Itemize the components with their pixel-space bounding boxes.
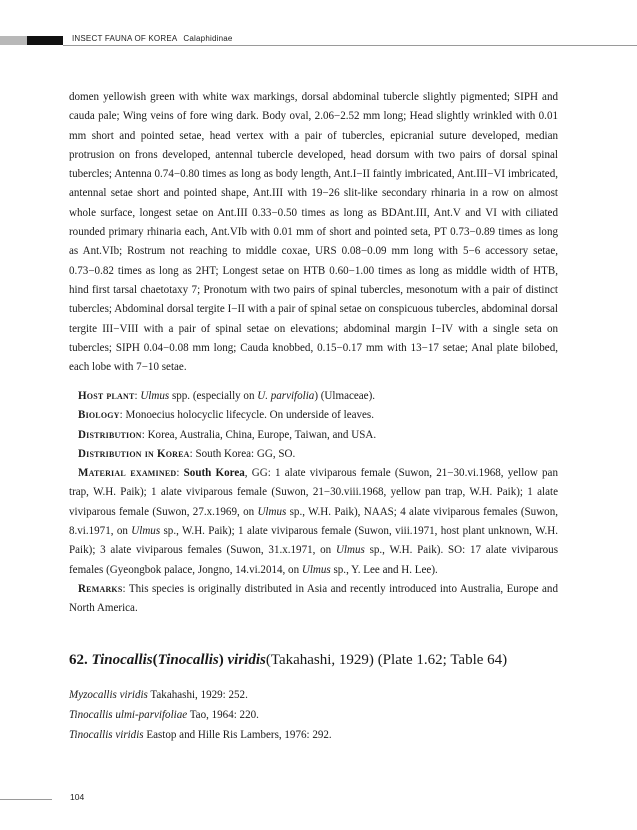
species-authority: (Takahashi, 1929) [265,652,374,668]
distribution-label: Distribution [78,428,142,441]
biology-paragraph: Biology: Monoecius holocyclic lifecycle. On underside of leaves. [78,409,374,422]
material-paragraph: Material examined: South Korea, GG: 1 alate viviparous female (Suwon, 21−30.vi.1968, yellow pan trap, W.H. Paik); 1 alate viviparous female (Suwon, 21−30.viii.1968, yellow pan trap, W.H. Paik); 1 alate viviparous female (Suwon, 27.x.1969, on Ulmus sp., W.H. Paik), NAAS; 4 alate viviparous females (Suwon, 8.vi.1971, on Ulmus sp., W.H. Paik); 1 alate viviparous female (Suwon, viii.1971, host plant unknown, W.H. Paik); 3 alate viviparous females (Suwon, 31.x.1971, on Ulmus sp., W.H. Paik). SO: 17 alate viviparous females (Gyeongbok palace, Jongno, 14.vi.2014, on Ulmus sp., Y. Lee and H. Lee). [69,467,558,576]
synonym-name: Tinocallis viridis [69,728,144,741]
host-plant-label: Host plant [78,390,135,402]
material-genus-4: Ulmus [301,563,331,576]
footer-rule [0,799,52,800]
running-header [72,34,233,43]
material-text-1: , GG: 1 alate viviparous female (Suwon, 21−30.vi.1968, yellow pan trap, W.H. Paik); 1 alate viviparous female (Suwon, 21−30.viii.1968, yellow pan trap, W.H. Paik); 1 alate viviparous female (Suwon, 27.x.1969, on [69,467,558,518]
synonym-citation: Tao, 1964: 220. [187,708,259,721]
synonym-citation: Takahashi, 1929: 252. [147,689,248,701]
synonym-item [69,686,558,706]
species-heading: 62. Tinocallis(Tinocallis) viridis(Takahashi, 1929) (Plate 1.62; Table 64) [69,652,508,668]
distribution-korea-text: South Korea: GG, SO. [195,447,296,460]
material-text-4: sp., W.H. Paik). SO: 17 alate viviparous females (Gyeongbok palace, Jongno, 14.vi.2014, on [69,544,558,576]
species-plate: (Plate 1.62; Table 64) [377,652,508,668]
page-number: 104 [70,792,85,802]
host-plant-text-b: ) (Ulmaceae). [314,390,376,402]
material-genus-1: Ulmus [257,505,287,518]
host-plant-species: U. parvifolia [257,390,315,402]
species-number: 62. [69,652,88,668]
species-genus: Tinocallis [91,652,153,668]
species-details [69,387,558,619]
host-plant-paragraph: Host plant: Ulmus spp. (especially on U. parvifolia) (Ulmaceae). [78,390,376,402]
host-plant-genus: Ulmus [140,390,170,402]
biology-label: Biology [78,409,120,422]
material-text-2: sp., W.H. Paik), NAAS; 4 alate viviparous females (Suwon, 8.vi.1971, on [69,505,558,538]
header-gray-bar [0,36,27,45]
remarks-label: Remarks [78,582,123,595]
distribution-paragraph: Distribution: Korea, Australia, China, Europe, Taiwan, and USA. [78,428,377,441]
synonym-item [69,706,558,726]
synonym-name: Tinocallis ulmi-parvifoliae [69,708,188,721]
material-text-3: sp., W.H. Paik); 1 alate viviparous female (Suwon, viii.1971, host plant unknown, W.H. Paik); 3 alate viviparous females (Suwon, 31.x.1971, on [69,525,558,557]
synonym-item [69,726,558,746]
remarks-paragraph: Remarks: This species is originally distributed in Asia and recently introduced into Australia, Europe and North America. [69,582,558,615]
header-rule [63,45,637,46]
distribution-korea-paragraph: Distribution in Korea: South Korea: GG, SO. [78,447,296,460]
material-text-5: sp., Y. Lee and H. Lee). [330,563,438,576]
distribution-text: Korea, Australia, China, Europe, Taiwan, and USA. [147,428,377,441]
description-paragraph: domen yellowish green with white wax markings, dorsal abdominal tubercle slightly pigmented; SIPH and cauda pale; Wing veins of fore wing dark. Body oval, 2.06−2.52 mm long; Head slightly wrinkled with 0.01 mm short and pointed setae, head vertex with a pair of tubercles, epicranial suture developed, median protrusion on frons developed, antennal tubercle developed, head dorsum with two pairs of dorsal spinal tubercles; Antenna 0.74−0.80 times as long as body length, Ant.I−II faintly imbricated, Ant.III−VI imbricated, antennal setae short and pointed shape, Ant.III with 19−26 slit-like secondary rhinaria in a row on almost whole surface, longest setae on Ant.III 0.33−0.50 times as long as BDAnt.III, Ant.V and VI with ciliated rounded primary rhinaria each, Ant.VIb with 0.01 mm of short and pointed seta, PT 0.73−0.89 times as long as Ant.VIb; Rostrum not reaching to middle coxae, URS 0.08−0.09 mm long with 5−6 accessory setae, 0.73−0.82 times as long as 2HT; Longest setae on HTB 0.60−1.00 times as long as middle width of HTB, hind first tarsal chaetotaxy 7; Pronotum with two pairs of spinal tubercles, mesonotum with a pair of distinct tubercles; Abdominal dorsal tergite I−II with a pair of spinal setae on conspicuous tubercles, abdominal dorsal tergite III−VIII with a pair of spinal setae on elevations; abdominal margin I−IV with a single seta on tubercles; SIPH 0.04−0.08 mm long; Cauda knobbed, 0.15−0.17 mm with 13−17 setae; Anal plate bilobed, each lobe with 7−10 setae. [69,91,558,374]
running-header-subtitle: Calaphidinae [183,34,233,43]
description-block [69,88,558,377]
synonym-name: Myzocallis viridis [69,689,148,701]
species-epithet: viridis [227,652,266,668]
material-country: South Korea [183,467,245,480]
remarks-text: This species is originally distributed in Asia and recently introduced into Australia, Europe and North America. [69,582,558,615]
distribution-korea-label: Distribution in Korea [78,447,190,460]
biology-text: Monoecius holocyclic lifecycle. On underside of leaves. [125,409,374,422]
header-black-bar [27,36,63,45]
material-genus-3: Ulmus [335,544,365,557]
species-subgenus: Tinocallis [157,652,219,668]
synonym-citation: Eastop and Hille Ris Lambers, 1976: 292. [143,728,332,741]
material-label: Material examined [78,467,177,480]
host-plant-text-a: spp. (especially on [169,390,258,402]
running-header-title: INSECT FAUNA OF KOREA [72,34,178,43]
synonym-list [69,686,558,745]
material-genus-2: Ulmus [131,525,161,538]
